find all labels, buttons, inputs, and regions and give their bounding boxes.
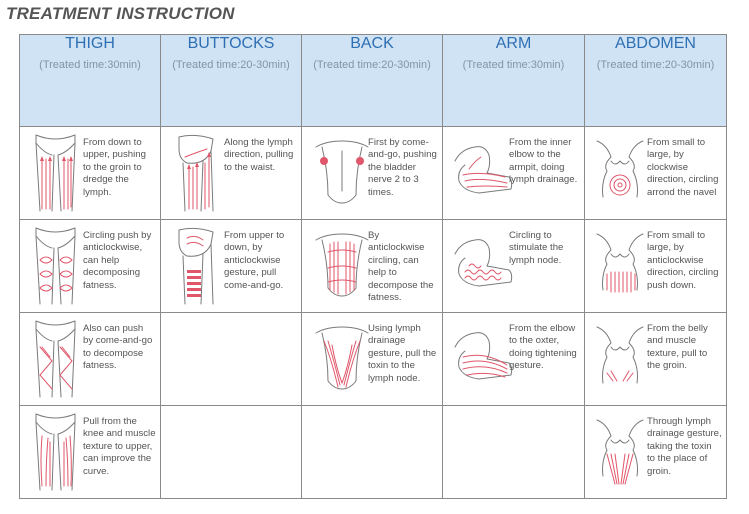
- instruction-text: Through lymph drainage gesture, taking the toxin to the place of groin.: [647, 416, 722, 477]
- arm-empty-4: [443, 406, 585, 499]
- instruction-text: Using lymph drainage gesture, pull the toxin to the lymph node.: [368, 323, 437, 384]
- instruction-text: Along the lymph direction, pulling to the waist.: [224, 137, 294, 173]
- thigh-step-1: [20, 127, 161, 220]
- abdomen-step-4: [585, 406, 727, 499]
- instruction-text: Also can push by come-and-go to decompose fatness.: [83, 323, 153, 372]
- back-step-2: [302, 220, 443, 313]
- instruction-text: Circling to stimulate the lymph node.: [509, 230, 564, 266]
- abdomen-pull-to-groin-illustration: [593, 317, 648, 401]
- buttocks-lymph-strokes-illustration: [169, 131, 224, 215]
- abdomen-anticlockwise-illustration: [593, 224, 648, 308]
- column-time: (Treated time:20-30min): [172, 59, 290, 71]
- thigh-step-4: [20, 406, 161, 499]
- column-title: ARM: [495, 35, 532, 52]
- instruction-text: From the belly and muscle texture, pull to the groin.: [647, 323, 708, 372]
- arm-step-3: [443, 313, 585, 406]
- arm-lymph-drainage-illustration: [451, 131, 515, 215]
- back-step-3: [302, 313, 443, 406]
- buttocks-empty-3: [161, 313, 302, 406]
- abdomen-lymph-drainage-illustration: [593, 410, 648, 494]
- column-time: (Treated time:30min): [462, 59, 565, 71]
- column-header-thigh: [20, 35, 161, 127]
- thigh-step-2: [20, 220, 161, 313]
- table-row: [20, 406, 727, 499]
- arm-step-1: [443, 127, 585, 220]
- treatment-table: [19, 34, 727, 499]
- thighs-circling-illustration: [28, 224, 83, 308]
- arm-tightening-illustration: [451, 317, 515, 401]
- table-row: [20, 313, 727, 406]
- column-time: (Treated time:30min): [39, 59, 141, 71]
- column-title: BACK: [350, 35, 394, 52]
- arm-step-2: [443, 220, 585, 313]
- back-lymph-drainage-illustration: [310, 317, 374, 401]
- column-title: THIGH: [65, 35, 115, 52]
- page-title: TREATMENT INSTRUCTION: [6, 4, 235, 23]
- instruction-text: From small to large, by anticlockwise direction, circling push down.: [647, 230, 719, 291]
- table-row: [20, 127, 727, 220]
- column-header-abdomen: [585, 35, 727, 127]
- instruction-text: From the elbow to the oxter, doing tightening gesture.: [509, 323, 577, 372]
- instruction-text: By anticlockwise circling, can help to decompose the fatness.: [368, 230, 434, 304]
- back-empty-4: [302, 406, 443, 499]
- instruction-text: Pull from the knee and muscle texture to upper, can improve the curve.: [83, 416, 156, 477]
- abdomen-step-3: [585, 313, 727, 406]
- column-title: ABDOMEN: [615, 35, 696, 52]
- column-time: (Treated time:20-30min): [313, 59, 431, 71]
- back-bladder-nerve-illustration: [310, 131, 374, 215]
- arm-circling-illustration: [451, 224, 515, 308]
- column-header-back: [302, 35, 443, 127]
- instruction-text: From down to upper, pushing to the groin to dredge the lymph.: [83, 137, 146, 198]
- instruction-text: From upper to down, by anticlockwise gesture, pull come-and-go.: [224, 230, 285, 291]
- instruction-text: From the inner elbow to the armpit, doing lymph drainage.: [509, 137, 578, 186]
- column-time: (Treated time:20-30min): [596, 59, 715, 71]
- buttocks-step-2: [161, 220, 302, 313]
- buttocks-empty-4: [161, 406, 302, 499]
- column-header-buttocks: [161, 35, 302, 127]
- thighs-upward-strokes-illustration: [28, 131, 83, 215]
- instruction-text: First by come-and-go, pushing the bladder nerve 2 to 3 times.: [368, 137, 437, 198]
- abdomen-step-2: [585, 220, 727, 313]
- instruction-text: Circling push by anticlockwise, can help decomposing fatness.: [83, 230, 152, 291]
- abdomen-clockwise-circle-illustration: [593, 131, 648, 215]
- instruction-text: From small to large, by clockwise direction, circling arrond the navel: [647, 137, 719, 198]
- table-row: [20, 220, 727, 313]
- back-step-1: [302, 127, 443, 220]
- thighs-knee-to-upper-illustration: [28, 410, 83, 494]
- header-row: [20, 35, 727, 127]
- buttocks-anticlockwise-illustration: [169, 224, 224, 308]
- back-anticlockwise-illustration: [310, 224, 374, 308]
- abdomen-step-1: [585, 127, 727, 220]
- thighs-come-and-go-illustration: [28, 317, 83, 401]
- column-title: BUTTOCKS: [187, 35, 275, 52]
- column-header-arm: [443, 35, 585, 127]
- buttocks-step-1: [161, 127, 302, 220]
- thigh-step-3: [20, 313, 161, 406]
